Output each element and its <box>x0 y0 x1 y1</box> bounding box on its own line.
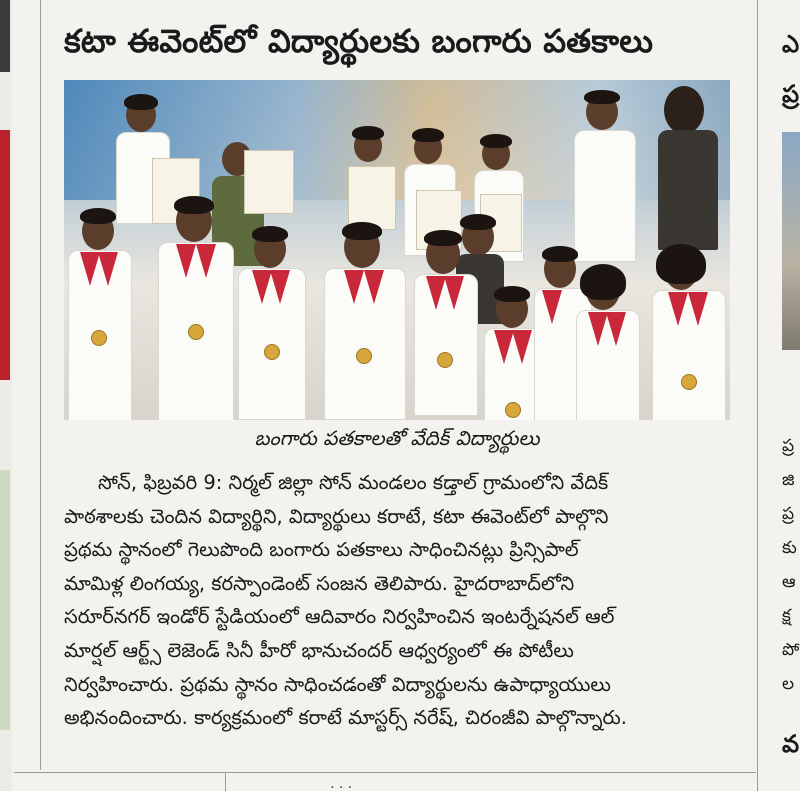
adjacent-text-fragment: క్ష <box>782 606 791 626</box>
adjacent-text-fragment: ప్ర <box>782 504 795 524</box>
next-article-text: ... <box>330 778 357 791</box>
edge-image-fragment <box>0 130 10 380</box>
body-line: నిర్వహించారు. ప్రథమ స్థానం సాధించడంతో విద్యార్థులను ఉపాధ్యాయులు <box>64 672 611 696</box>
body-line: మార్షల్ ఆర్ట్స్ లెజెండ్ సినీ హీరో భానుచందర్ ఆధ్వర్యంలో ఈ పోటీలు <box>64 638 574 662</box>
column-divider <box>40 0 41 770</box>
edge-image-fragment <box>0 470 10 730</box>
column-divider <box>225 772 226 791</box>
adjacent-headline-fragment: ఎ <box>782 30 800 58</box>
column-divider <box>757 0 758 791</box>
body-line: ప్రథమ స్థానంలో గెలుపొంది బంగారు పతకాలు సాధించినట్లు ప్రిన్సిపాల్ <box>64 538 579 562</box>
adjacent-text-fragment: పో <box>782 640 800 660</box>
article-body <box>64 466 744 735</box>
body-line: సరూర్‌నగర్ ఇండోర్ స్టేడియంలో ఆదివారం నిర్వహించిన ఇంటర్నేషనల్ ఆల్ <box>64 605 615 629</box>
body-line: అభినందించారు. కార్యక్రమంలో కరాటే మాస్టర్స్ నరేష్, చిరంజీవి పాల్గొన్నారు. <box>64 706 627 730</box>
edge-image-fragment <box>0 0 10 72</box>
adjacent-text-fragment: ఆ <box>782 572 796 592</box>
adjacent-article-column <box>760 0 800 791</box>
adjacent-text-fragment: కు <box>782 538 797 558</box>
adjacent-photo-fragment <box>782 132 800 350</box>
adjacent-column-edge <box>0 0 12 791</box>
next-article-fragment <box>330 778 530 791</box>
photo-caption: బంగారు పతకాలతో వేదిక్ విద్యార్థులు <box>254 426 540 450</box>
news-article <box>56 0 752 770</box>
adjacent-text-fragment: జి <box>782 470 795 490</box>
adjacent-headline-fragment: వ <box>782 730 800 758</box>
adjacent-headline-fragment: ప్ర <box>782 80 800 108</box>
body-line: సోన్, ఫిబ్రవరి 9: నిర్మల్ జిల్లా సోన్ మండలం కడ్తాల్ గ్రామంలోని వేదిక్ <box>98 471 609 494</box>
body-line: మామిళ్ల లింగయ్య, కరస్పాండెంట్ సంజన తెలిపారు. హైదరాబాద్‌లోని <box>64 571 575 595</box>
article-headline: కటా ఈవెంట్‌లో విద్యార్థులకు బంగారు పతకాలు <box>64 22 654 60</box>
article-photo <box>64 80 730 420</box>
adjacent-text-fragment: ల <box>782 674 795 694</box>
body-line: పాఠశాలకు చెందిన విద్యార్థిని, విద్యార్థులు కరాటే, కటా ఈవెంట్‌లో పాల్గొని <box>64 504 609 528</box>
adjacent-text-fragment: ప్ర <box>782 436 795 456</box>
bottom-rule <box>14 772 756 773</box>
